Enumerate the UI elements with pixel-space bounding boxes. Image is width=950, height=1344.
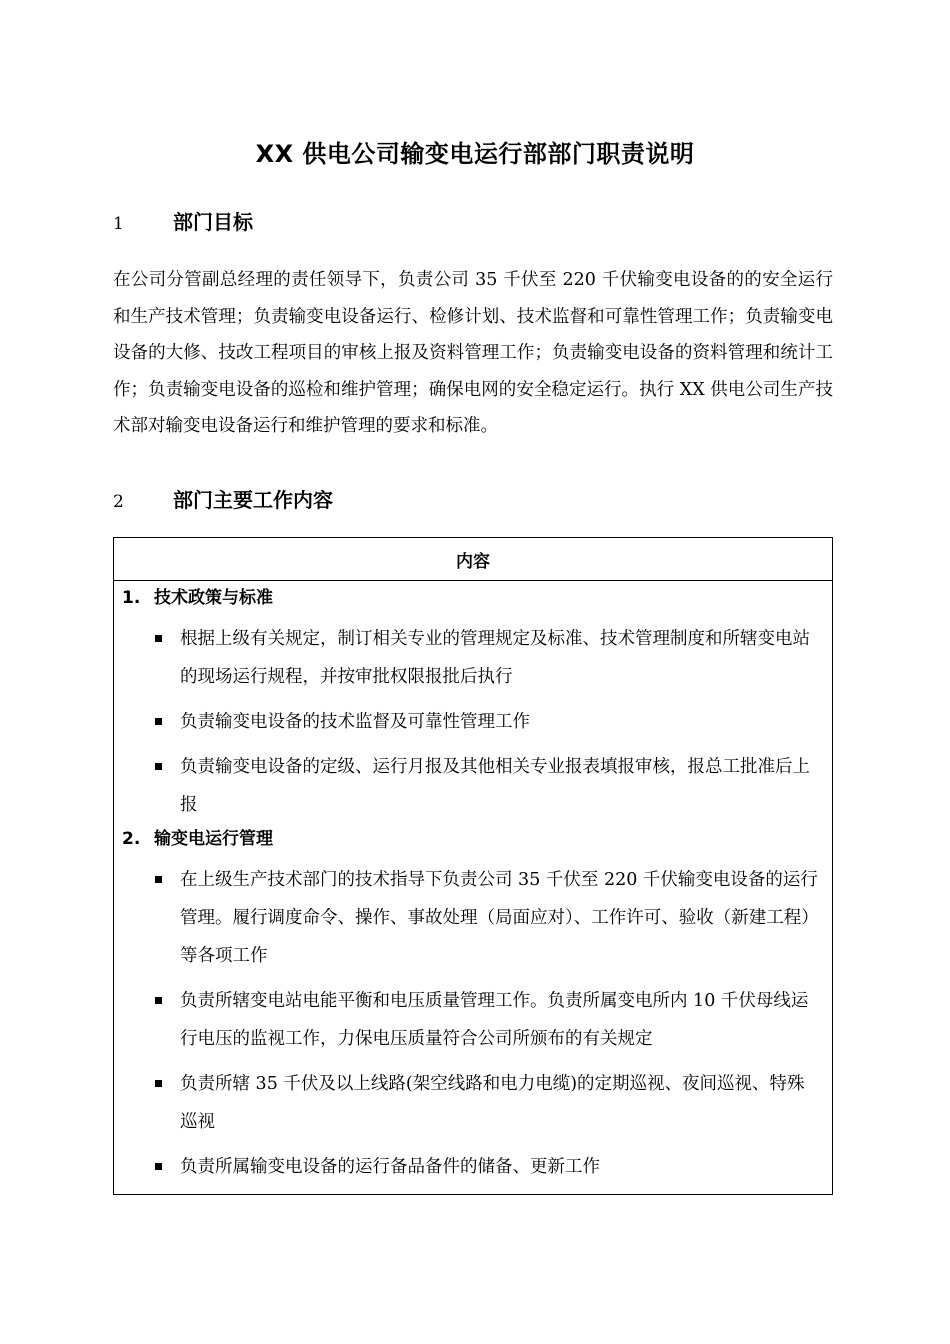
- section-heading-goal: [113, 206, 253, 235]
- section-title: 部门目标: [173, 210, 253, 234]
- bullet-square-icon: [155, 1080, 162, 1087]
- group-label: 技术政策与标准: [154, 588, 273, 608]
- group-number: 2.: [122, 829, 141, 849]
- list-item: [114, 703, 832, 741]
- list-item-text: 在上级生产技术部门的技术指导下负责公司 35 千伏至 220 千伏输变电设备的运行管理。履行调度命令、操作、事故处理（局面应对）、工作许可、验收（新建工程）等各项工作: [180, 870, 819, 966]
- section-title: 部门主要工作内容: [173, 488, 333, 512]
- bullet-square-icon: [155, 635, 162, 642]
- list-item: [114, 861, 832, 975]
- list-item: [114, 748, 832, 824]
- section-number: 2: [113, 492, 124, 512]
- table-header: 内容: [114, 538, 832, 581]
- list-item: [114, 982, 832, 1058]
- group-title: [114, 824, 832, 854]
- list-item: [114, 620, 832, 696]
- group-tech-policy: [114, 581, 832, 824]
- bullet-square-icon: [155, 1163, 162, 1170]
- bullet-square-icon: [155, 718, 162, 725]
- list-item-text: 负责输变电设备的定级、运行月报及其他相关专业报表填报审核，报总工批准后上报: [180, 757, 810, 815]
- list-item-text: 负责输变电设备的技术监督及可靠性管理工作: [180, 712, 530, 732]
- bullet-list: [114, 620, 832, 824]
- document-title: XX 供电公司输变电运行部部门职责说明: [255, 140, 695, 168]
- bullet-square-icon: [155, 763, 162, 770]
- list-item-text: 负责所辖变电站电能平衡和电压质量管理工作。负责所属变电所内 10 千伏母线运行电压的监视工作，力保电压质量符合公司所颁布的有关规定: [180, 991, 809, 1049]
- bullet-list: [114, 861, 832, 1186]
- list-item-text: 负责所辖 35 千伏及以上线路(架空线路和电力电缆)的定期巡视、夜间巡视、特殊巡视: [180, 1074, 805, 1132]
- group-title: [114, 583, 832, 613]
- group-number: 1.: [122, 588, 141, 608]
- list-item: [114, 1148, 832, 1186]
- list-item-text: 根据上级有关规定，制订相关专业的管理规定及标准、技术管理制度和所辖变电站的现场运行规程，并按审批权限报批后执行: [180, 629, 810, 687]
- group-operations: [114, 824, 832, 1186]
- list-item: [114, 1065, 832, 1141]
- bullet-square-icon: [155, 876, 162, 883]
- group-label: 输变电运行管理: [154, 829, 273, 849]
- section-number: 1: [113, 214, 124, 234]
- list-item-text: 负责所属输变电设备的运行备品备件的储备、更新工作: [180, 1157, 600, 1177]
- section-heading-work: [113, 484, 333, 513]
- bullet-square-icon: [155, 997, 162, 1004]
- content-table: [113, 537, 833, 1195]
- goal-paragraph: 在公司分管副总经理的责任领导下，负责公司 35 千伏至 220 千伏输变电设备的的安全运行和生产技术管理；负责输变电设备运行、检修计划、技术监督和可靠性管理工作；负责输变电设备的大修、技改工程项目的审核上报及资料管理工作；负责输变电设备的资料管理和统计工作；负责输变电设备的巡检和维护管理；确保电网的安全稳定运行。执行 XX 供电公司生产技术部对输变电设备运行和维护管理的要求和标准。: [113, 270, 833, 436]
